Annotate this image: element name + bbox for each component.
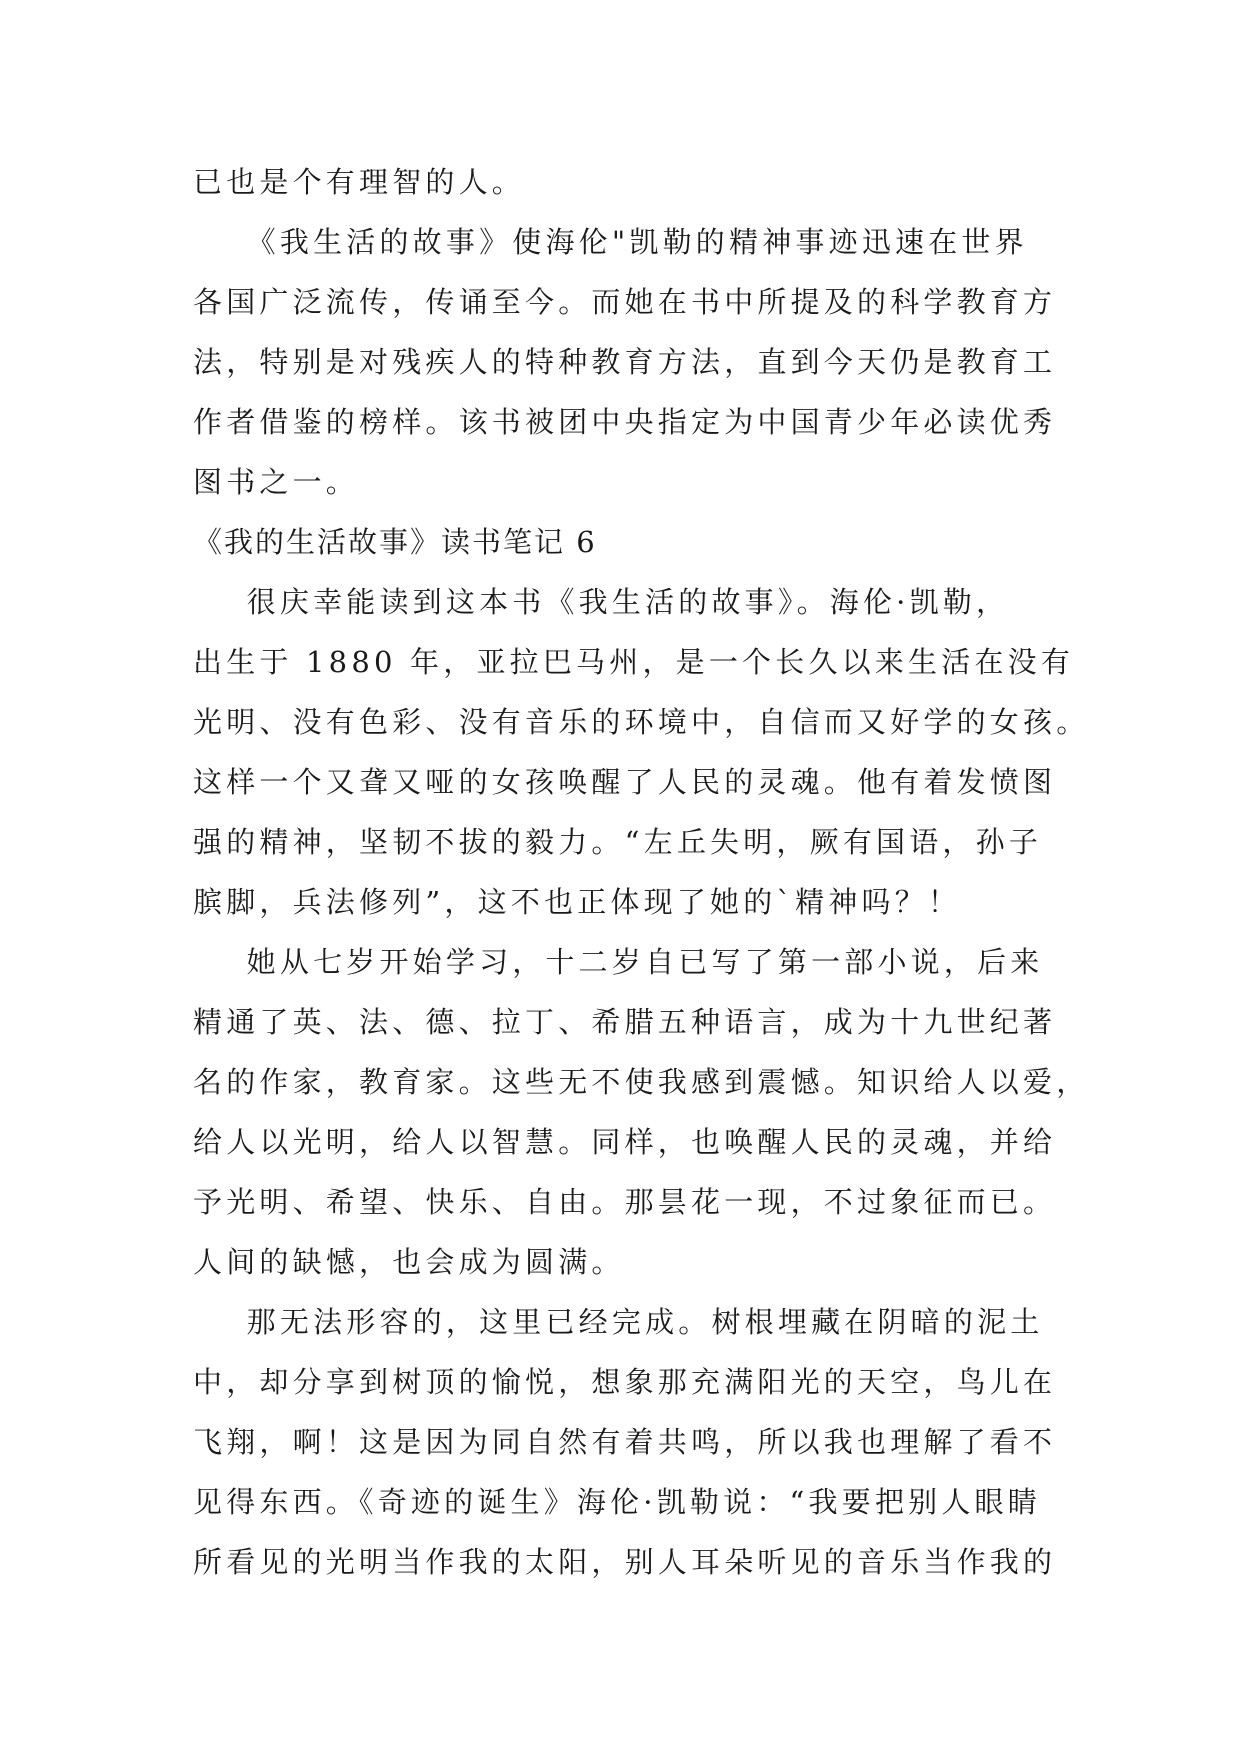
text-line: 光明、没有色彩、没有音乐的环境中，自信而又好学的女孩。 — [193, 705, 1090, 739]
text-line: 这样一个又聋又哑的女孩唤醒了人民的灵魂。他有着发愤图 — [193, 765, 1057, 799]
text-line: 她从七岁开始学习，十二岁自已写了第一部小说，后来 — [193, 945, 1044, 979]
text-line: 很庆幸能读到这本书《我生活的故事》。海伦·凯勒， — [193, 585, 1010, 619]
text-line: 出生于 1880 年，亚拉巴马州，是一个长久以来生活在没有 — [193, 645, 1075, 679]
text-line: 《我生活的故事》使海伦"凯勒的精神事迹迅速在世界 — [193, 225, 1028, 259]
text-line: 已也是个有理智的人。 — [193, 165, 526, 199]
text-line: 名的作家，教育家。这些无不使我感到震憾。知识给人以爱， — [193, 1065, 1090, 1099]
text-line: 予光明、希望、快乐、自由。那昙花一现，不过象征而已。 — [193, 1185, 1057, 1219]
text-line: 所看见的光明当作我的太阳，别人耳朵听见的音乐当作我的 — [193, 1545, 1057, 1579]
text-line: 飞翔，啊！这是因为同自然有着共鸣，所以我也理解了看不 — [193, 1425, 1057, 1459]
text-line: 膑脚，兵法修列”，这不也正体现了她的`精神吗？！ — [193, 885, 962, 919]
paragraph — [193, 152, 1055, 212]
text-line: 中，却分享到树顶的愉悦，想象那充满阳光的天空，鸟儿在 — [193, 1365, 1057, 1399]
text-line: 法，特别是对残疾人的特种教育方法，直到今天仍是教育工 — [193, 345, 1057, 379]
text-line: 强的精神，坚韧不拔的毅力。“左丘失明，厥有国语，孙子 — [193, 825, 1043, 859]
text-line: 精通了英、法、德、拉丁、希腊五种语言，成为十九世纪著 — [193, 1005, 1057, 1039]
text-line: 人间的缺憾，也会成为圆满。 — [193, 1245, 625, 1279]
text-line: 图书之一。 — [193, 465, 360, 499]
text-line: 作者借鉴的榜样。该书被团中央指定为中国青少年必读优秀 — [193, 405, 1057, 439]
document-body — [193, 152, 1090, 1592]
text-line: 那无法形容的，这里已经完成。树根埋藏在阴暗的泥土 — [193, 1305, 1044, 1339]
section-heading — [193, 512, 1055, 572]
paragraph — [193, 932, 1090, 1292]
paragraph — [193, 212, 1055, 512]
heading-text: 《我的生活故事》读书笔记 6 — [193, 525, 597, 559]
text-line: 给人以光明，给人以智慧。同样，也唤醒人民的灵魂，并给 — [193, 1125, 1057, 1159]
text-line: 见得东西。《奇迹的诞生》海伦·凯勒说：“我要把别人眼睛 — [193, 1485, 1041, 1519]
text-line: 各国广泛流传，传诵至今。而她在书中所提及的科学教育方 — [193, 285, 1057, 319]
paragraph — [193, 572, 1090, 932]
paragraph — [193, 1292, 1055, 1592]
